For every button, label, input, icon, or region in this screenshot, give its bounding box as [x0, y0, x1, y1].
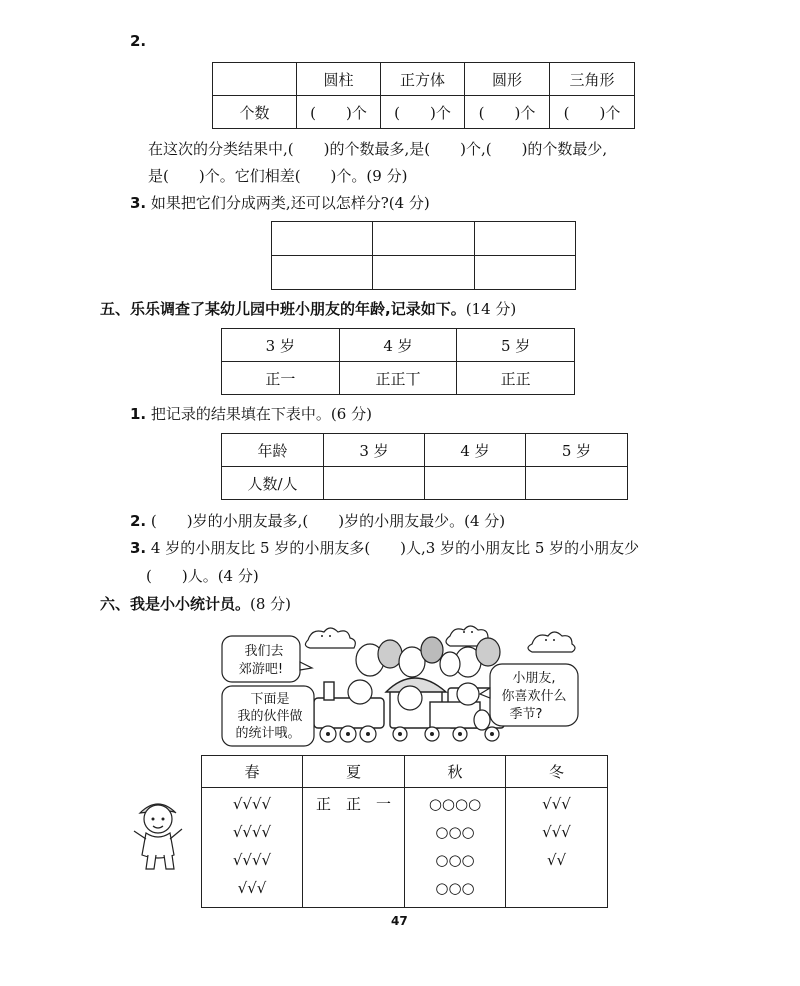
table-header-cell: 三角形: [550, 63, 635, 96]
question-3: [130, 192, 430, 213]
bubble-right-line: 小朋友,: [512, 671, 556, 686]
row-label: 人数/人: [222, 467, 324, 500]
table-header-cell: 圆柱: [297, 63, 381, 96]
section-5-title: 五、乐乐调查了某幼儿园中班小朋友的年龄,记录如下。: [100, 300, 466, 318]
tally-line: √√: [546, 851, 567, 869]
question-2-line-2: 是( )个。它们相差( )个。(9 分): [148, 167, 408, 185]
train-illustration: [220, 622, 600, 750]
answer-blank[interactable]: ( )个: [550, 96, 635, 129]
bubble-left-top-line: 我们去: [244, 644, 284, 659]
answer-cell[interactable]: [526, 467, 628, 500]
shape-count-table: [212, 62, 635, 129]
season-header-autumn: 秋: [405, 756, 506, 788]
answer-blank[interactable]: ( )个: [381, 96, 465, 129]
tally-line: ○○○: [435, 851, 475, 869]
table-header-cell: [213, 63, 297, 96]
blank-cell[interactable]: [272, 222, 373, 256]
tally-line: √√√: [237, 879, 267, 897]
sub-1-text: 把记录的结果填在下表中。(6 分): [150, 405, 372, 423]
section-6-title: 六、我是小小统计员。: [100, 595, 251, 613]
bubble-left-top-line: 郊游吧!: [238, 662, 284, 677]
tally-line: ○○○○: [428, 795, 482, 813]
section-5-sub-2: [130, 510, 505, 531]
tally-line: ○○○: [435, 879, 475, 897]
table-header-cell: 正方体: [381, 63, 465, 96]
balloon-icon: [356, 637, 500, 677]
tally-line: 正 正 一: [315, 795, 391, 813]
section-6-heading: [100, 593, 291, 614]
section-5-score: (14 分): [465, 300, 517, 318]
table-header-cell: 5 岁: [526, 434, 628, 467]
tally-line: √√√√: [232, 823, 272, 841]
page-number: 47: [391, 914, 408, 928]
answer-blank[interactable]: ( )个: [297, 96, 381, 129]
blank-cell[interactable]: [373, 222, 474, 256]
spring-tallies: [202, 788, 303, 908]
sub-3-number: 3.: [130, 539, 147, 557]
table-header-cell: 3 岁: [324, 434, 425, 467]
bubble-right-line: 季节?: [509, 707, 543, 722]
winter-tallies: [506, 788, 608, 908]
sub-1-number: 1.: [130, 405, 147, 423]
age-count-table: [221, 433, 628, 500]
table-header-cell: 年龄: [222, 434, 324, 467]
two-class-table[interactable]: [271, 221, 576, 290]
season-tally-table: [201, 755, 608, 908]
question-2-number: 2.: [130, 32, 147, 50]
sub-3-line-1: 4 岁的小朋友比 5 岁的小朋友多( )人,3 岁的小朋友比 5 岁的小朋友少: [150, 539, 640, 557]
row-label: 个数: [213, 96, 297, 129]
autumn-tallies: [405, 788, 506, 908]
bubble-left-bottom-line: 我的伙伴做: [237, 709, 303, 724]
season-header-winter: 冬: [506, 756, 608, 788]
table-header-cell: 4 岁: [339, 329, 457, 362]
table-header-cell: 3 岁: [222, 329, 340, 362]
tally-line: √√√√: [232, 851, 272, 869]
question-3-text: 如果把它们分成两类,还可以怎样分?(4 分): [150, 194, 430, 212]
sub-2-number: 2.: [130, 512, 147, 530]
question-3-number: 3.: [130, 194, 147, 212]
sub-2-text: ( )岁的小朋友最多,( )岁的小朋友最少。(4 分): [150, 512, 506, 530]
bubble-left-bottom-line: 下面是: [250, 692, 290, 707]
question-2-line-1: 在这次的分类结果中,( )的个数最多,是( )个,( )的个数最少,: [148, 140, 608, 158]
section-6-score: (8 分): [250, 595, 292, 613]
blank-cell[interactable]: [474, 222, 575, 256]
blank-cell[interactable]: [373, 256, 474, 290]
blank-cell[interactable]: [272, 256, 373, 290]
answer-blank[interactable]: ( )个: [465, 96, 550, 129]
tally-line: √√√: [542, 823, 571, 841]
tally-cell: 正正丅: [339, 362, 457, 395]
tally-table: [221, 328, 575, 395]
cartoon-boy-icon: [126, 795, 192, 875]
section-5-heading: [100, 298, 516, 319]
summer-tallies: [303, 788, 405, 908]
answer-cell[interactable]: [324, 467, 425, 500]
tally-cell: 正一: [222, 362, 340, 395]
table-header-cell: 圆形: [465, 63, 550, 96]
sub-3-line-2: ( )人。(4 分): [146, 567, 259, 585]
section-5-sub-3: [130, 537, 639, 558]
season-header-summer: 夏: [303, 756, 405, 788]
tally-line: √√√√: [232, 795, 272, 813]
blank-cell[interactable]: [474, 256, 575, 290]
season-header-spring: 春: [202, 756, 303, 788]
tally-line: ○○○: [435, 823, 475, 841]
table-header-cell: 4 岁: [425, 434, 526, 467]
table-header-cell: 5 岁: [457, 329, 575, 362]
tally-cell: 正正: [457, 362, 575, 395]
bubble-right-line: 你喜欢什么: [501, 689, 567, 704]
answer-cell[interactable]: [425, 467, 526, 500]
section-5-sub-1: [130, 403, 372, 424]
bubble-left-bottom-line: 的统计哦。: [235, 726, 301, 741]
tally-line: √√√: [542, 795, 571, 813]
